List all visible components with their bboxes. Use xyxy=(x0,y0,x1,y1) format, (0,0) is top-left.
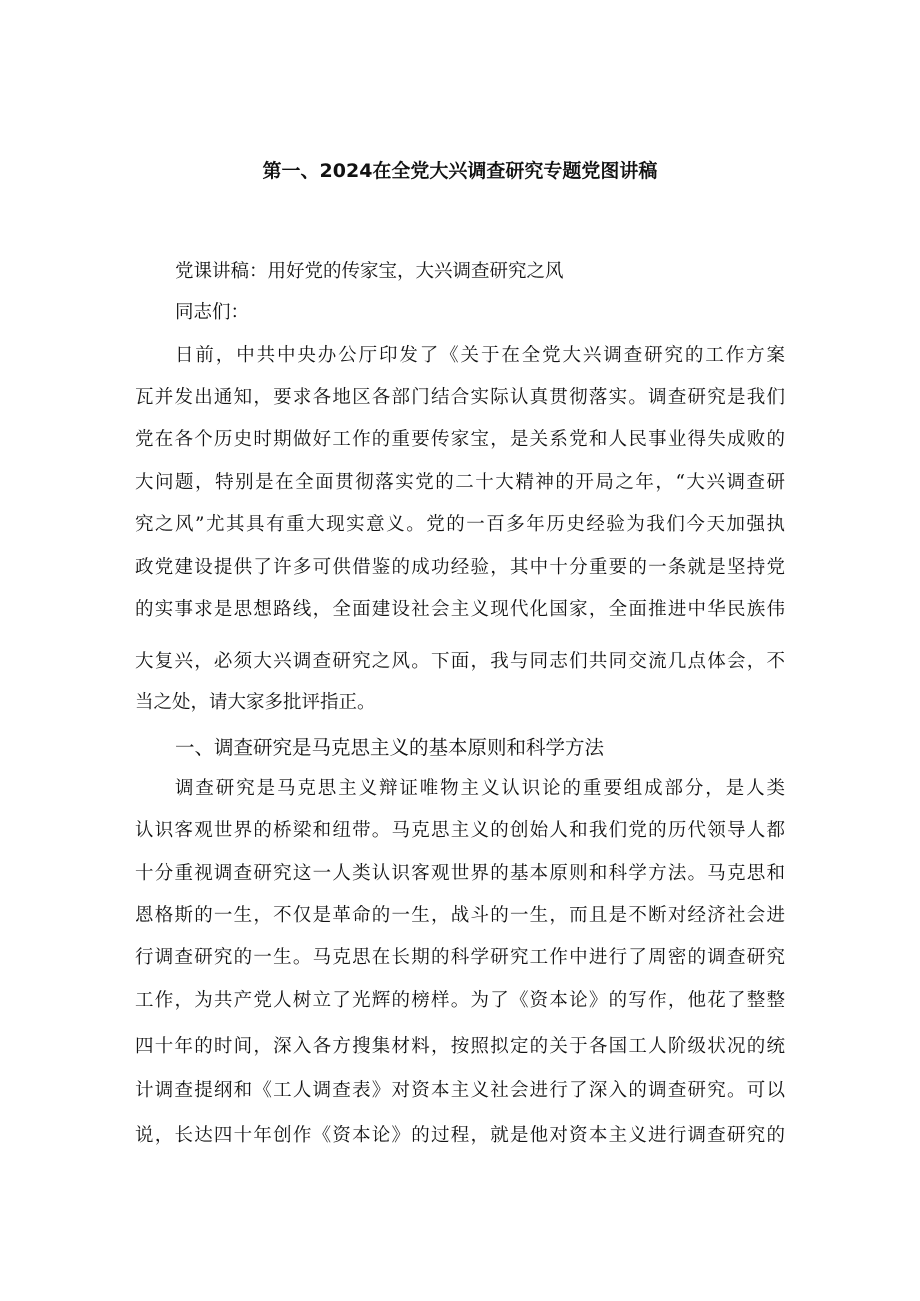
text-line: 的实事求是思想路线，全面建设社会主义现代化国家，全面推进中华民族伟 xyxy=(135,599,785,620)
text-line: 工作，为共产党人树立了光辉的榜样。为了《资本论》的写作，他花了整整 xyxy=(135,990,785,1011)
text-line: 行调查研究的一生。马克思在长期的科学研究工作中进行了周密的调查研究 xyxy=(135,947,785,968)
text-line: 日前，中共中央办公厅印发了《关于在全党大兴调查研究的工作方案 xyxy=(175,345,785,366)
text-line: 当之处，请大家多批评指正。 xyxy=(135,692,376,713)
document-title: 第一、2024在全党大兴调查研究专题党图讲稿 xyxy=(262,160,658,182)
text-line: 十分重视调查研究这一人类认识客观世界的基本原则和科学方法。马克思和 xyxy=(135,863,785,884)
greeting: 同志们： xyxy=(175,302,250,323)
text-line: 瓦并发出通知，要求各地区各部门结合实际认真贯彻落实。调查研究是我们 xyxy=(135,387,785,408)
lecture-subtitle: 党课讲稿：用好党的传家宝，大兴调查研究之风 xyxy=(175,261,564,282)
text-line: 大问题，特别是在全面贯彻落实党的二十大精神的开局之年，“大兴调查研 xyxy=(135,472,785,493)
text-line: 说，长达四十年创作《资本论》的过程，就是他对资本主义进行调查研究的 xyxy=(135,1125,785,1146)
text-line: 党在各个历史时期做好工作的重要传家宝，是关系党和人民事业得失成败的 xyxy=(135,429,785,450)
text-line: 恩格斯的一生，不仅是革命的一生，战斗的一生，而且是不断对经济社会进 xyxy=(135,905,785,926)
text-line: 认识客观世界的桥梁和纽带。马克思主义的创始人和我们党的历代领导人都 xyxy=(135,820,785,841)
text-line: 计调查提纲和《工人调查表》对资本主义社会进行了深入的调查研究。可以 xyxy=(135,1080,785,1101)
section-heading-1: 一、调查研究是马克思主义的基本原则和科学方法 xyxy=(175,736,605,759)
text-line: 调查研究是马克思主义辩证唯物主义认识论的重要组成部分，是人类 xyxy=(175,778,785,799)
text-line: 四十年的时间，深入各方搜集材料，按照拟定的关于各国工人阶级状况的统 xyxy=(135,1036,785,1057)
text-line: 大复兴，必须大兴调查研究之风。下面，我与同志们共同交流几点体会，不 xyxy=(135,651,785,672)
text-line: 政党建设提供了许多可供借鉴的成功经验，其中十分重要的一条就是坚持党 xyxy=(135,557,785,578)
text-line: 究之风”尤其具有重大现实意义。党的一百多年历史经验为我们今天加强执 xyxy=(135,514,785,535)
